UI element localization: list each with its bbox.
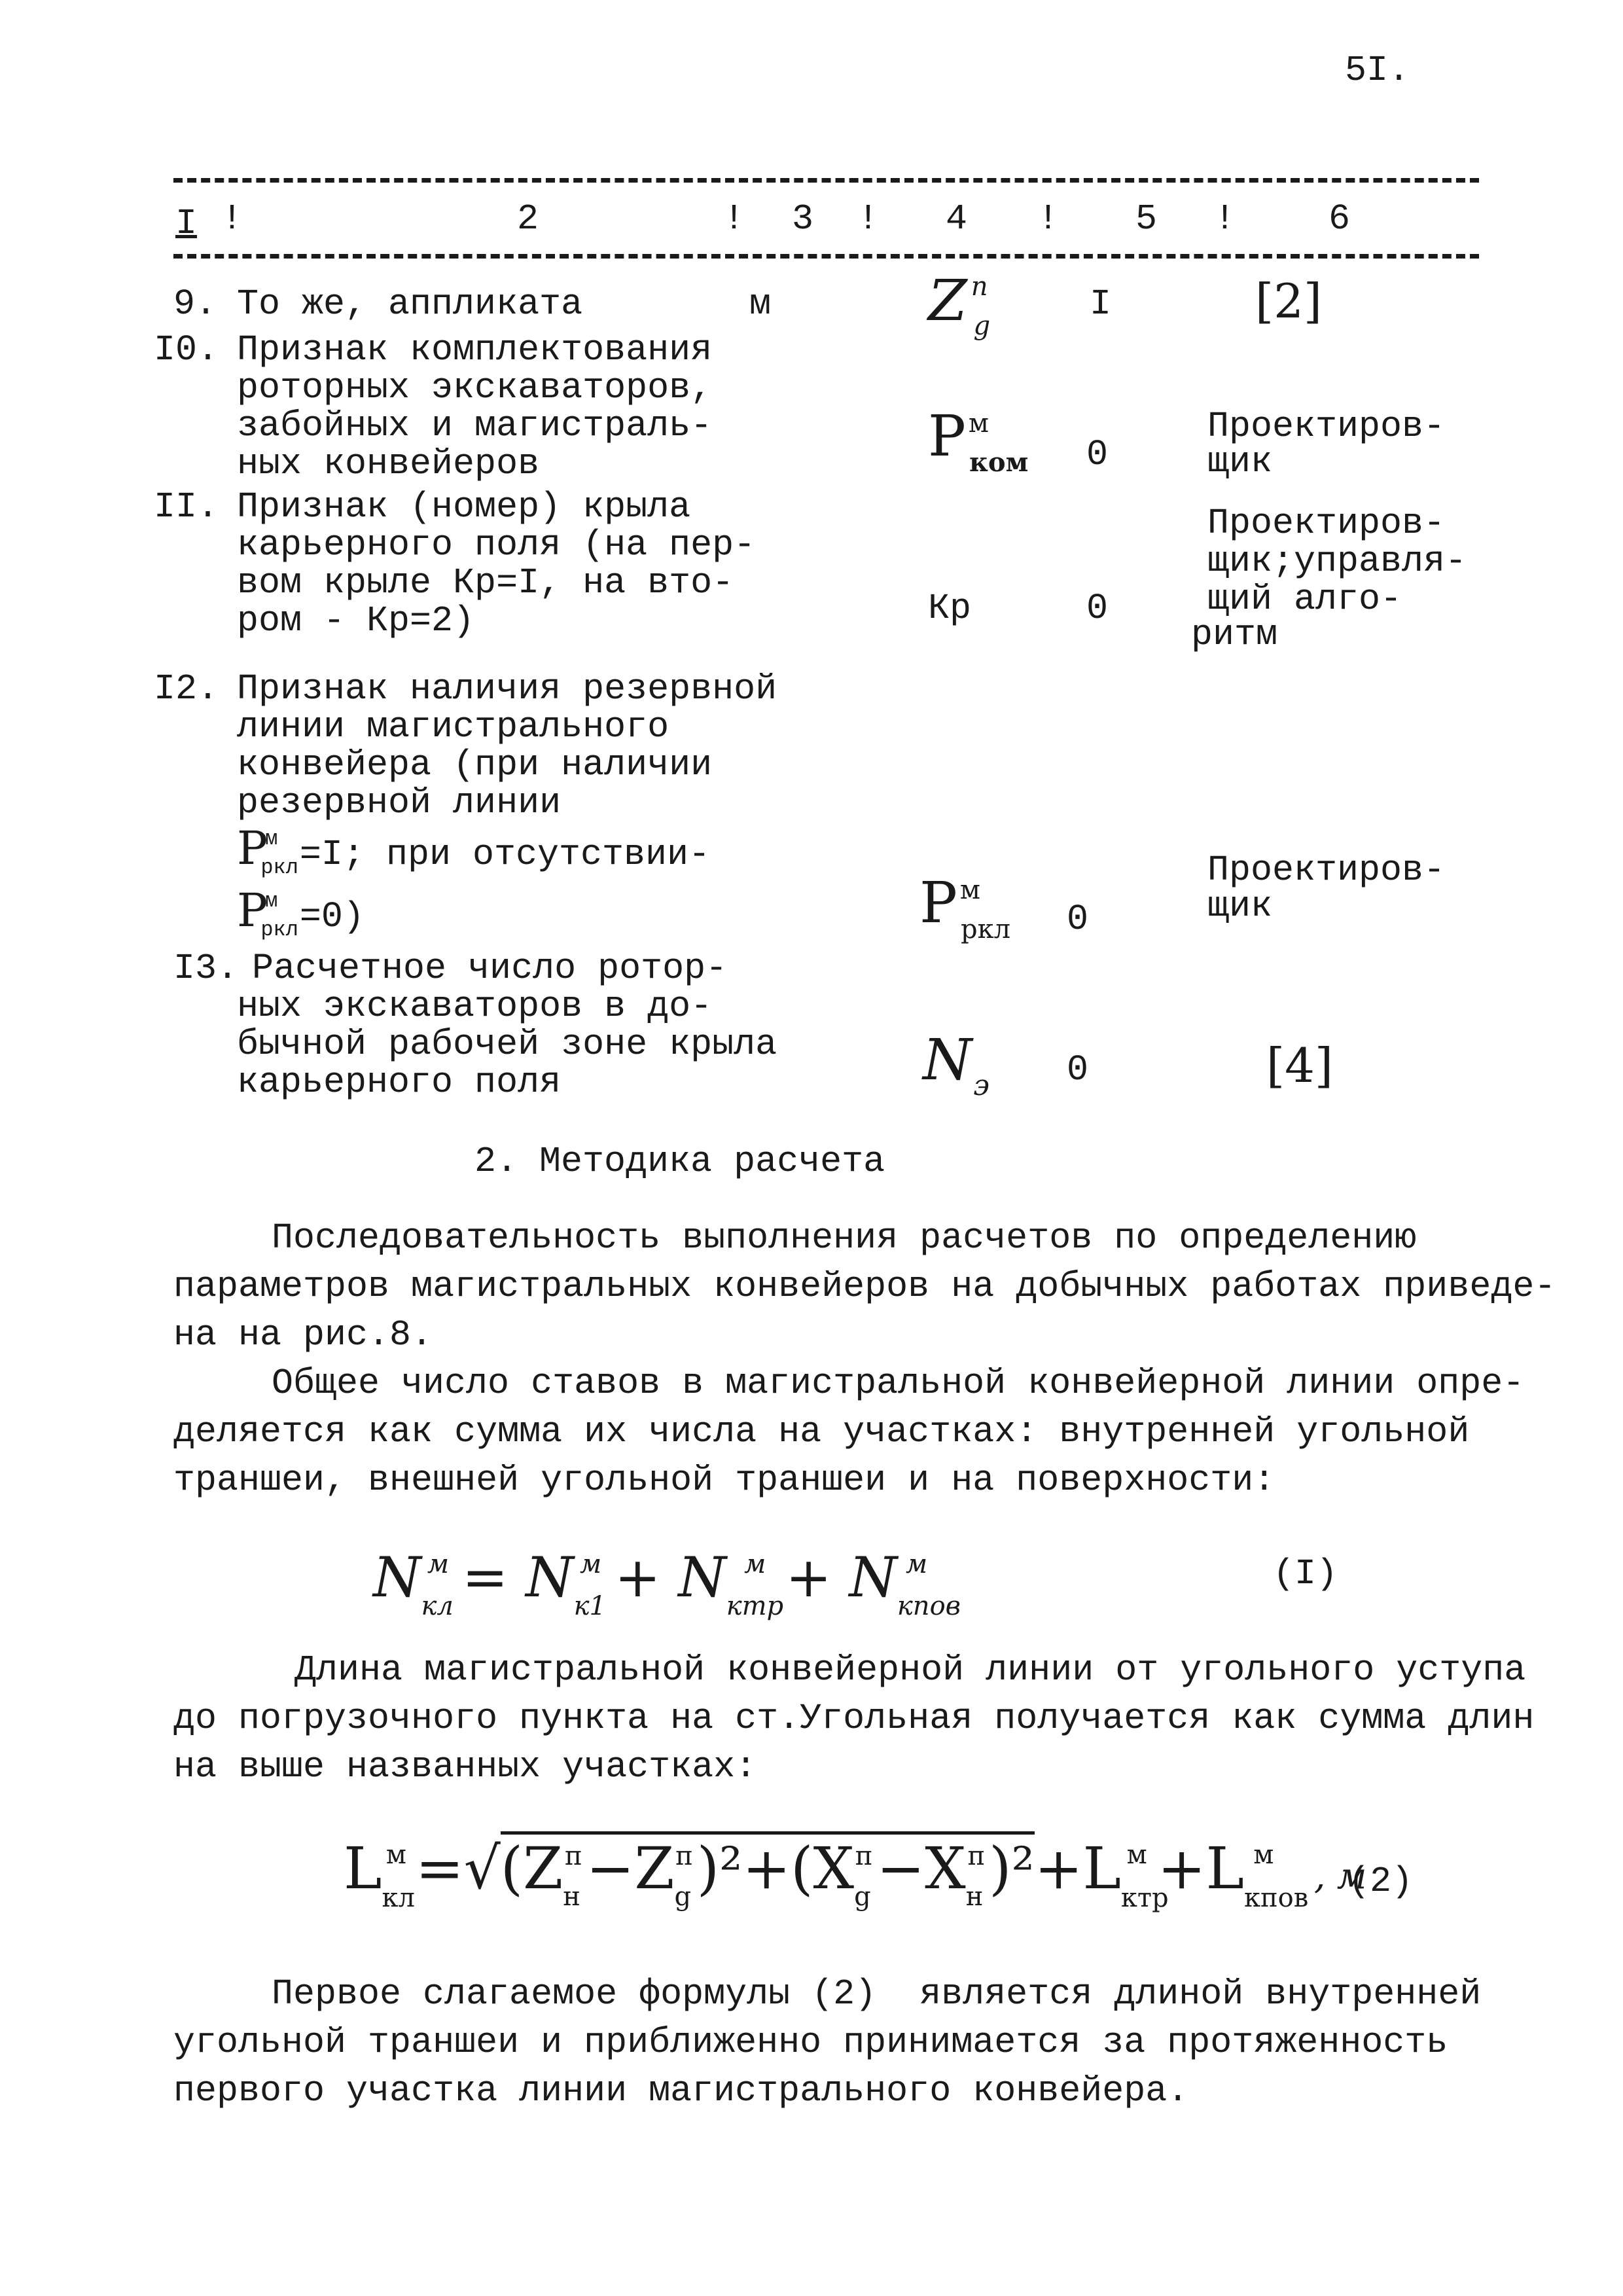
row-source: [4] [1266,1038,1333,1093]
row-description: ром - Кр=2) [237,600,475,641]
row-value: I [1090,283,1112,325]
row-symbol: Z $^п_g$ [928,268,991,341]
paragraph-line: на выше названных участках: [173,1746,757,1787]
row-condition: $P^м_{ркл}=I$; при отсутствии- [237,821,711,880]
row-description: Признак наличия резервной [237,668,777,709]
formula-1: $N_{кл}^м = N_{к1}^м + N_{ктр}^м + N_{кпов}^м$ [373,1545,961,1621]
table-header-rule [173,254,1479,259]
row-description: То же, аппликата [237,283,583,325]
row-description: забойных и магистраль- [237,405,713,446]
row-number: I2. [154,668,219,709]
paragraph-line: первого участка линии магистрального конвейера. [173,2070,1189,2111]
paragraph-line: деляется как сумма их числа на участках: внутренней угольной [173,1411,1470,1452]
row-symbol: P $^м_{ркл}$ [919,870,1011,944]
row-number: I3. [173,948,239,989]
col-separator: ! [857,198,880,240]
row-number: I0. [154,329,219,370]
row-description: вом крыле Кр=I, на вто- [237,562,734,603]
col-separator: ! [723,198,745,240]
paragraph-line: траншеи, внешней угольной траншеи и на поверхности: [173,1460,1275,1501]
row-value: 0 [1086,588,1109,629]
paragraph-line: параметров магистральных конвейеров на добычных работах приведе- [173,1266,1556,1307]
row-source: щик;управля- [1207,541,1467,582]
row-source: щий алго- [1207,579,1402,620]
formula-1-number: (I) [1273,1553,1338,1594]
col-separator: ! [1037,198,1060,240]
row-description: ных конвейеров [237,443,540,484]
paragraph-line: на на рис.8. [173,1314,433,1355]
row-description: ных экскаваторов в до- [237,986,713,1027]
row-symbol: $N_э$ [923,1028,990,1102]
col-separator: ! [221,198,243,240]
col-header-1: I [175,203,198,244]
row-description: Признак комплектования [237,329,713,370]
row-symbol: Кр [928,588,972,629]
row-description: линии магистрального [237,706,669,747]
paragraph-line: угольной траншеи и приближенно принимается за протяженность [173,2022,1448,2063]
formula-2: $L_{кл}^м =√(Z_н^п-Z_g^п)^2+(X_g^п-X_н^п)^2+L_{ктр}^м +L_{кпов}^м$ , м [344,1833,1366,1916]
section-title: 2. Методика расчета [474,1141,885,1182]
row-symbol: P $^м_{ком}$ [928,404,1029,478]
row-condition: $P^м_{ркл}=0$) [237,884,365,942]
row-unit: м [749,283,772,325]
col-separator: ! [1214,198,1236,240]
col-header-5: 5 [1135,198,1158,240]
col-header-4: 4 [946,198,968,240]
row-source: ритм [1191,614,1278,655]
col-header-3: 3 [792,198,814,240]
row-number: 9. [173,283,217,325]
row-description: карьерного поля [237,1062,562,1103]
row-source: щик [1207,441,1273,482]
row-description: конвейера (при наличии [237,744,713,785]
col-header-6: 6 [1329,198,1351,240]
row-value: 0 [1067,1049,1089,1090]
row-value: 0 [1086,434,1109,475]
row-description: бычной рабочей зоне крыла [237,1024,777,1065]
row-description: Расчетное число ротор- [252,948,728,989]
row-source: Проектиров- [1207,850,1446,891]
row-source: [2] [1255,274,1322,329]
row-number: II. [154,486,219,528]
page-number: 5I. [1345,50,1410,91]
row-source: Проектиров- [1207,406,1446,447]
paragraph-line: Общее число ставов в магистральной конвейерной линии опре- [272,1363,1525,1404]
row-description: Признак (номер) крыла [237,486,691,528]
row-description: резервной линии [237,782,562,823]
paragraph-line: Последовательность выполнения расчетов по определению [272,1217,1417,1259]
paragraph-line: Длина магистральной конвейерной линии от угольного уступа [294,1649,1526,1691]
formula-2-number: (2) [1348,1861,1414,1902]
row-description: карьерного поля (на пер- [237,524,756,565]
paragraph-line: Первое слагаемое формулы (2) является длиной внутренней [272,1973,1482,2015]
row-description: роторных экскаваторов, [237,367,713,408]
col-header-2: 2 [517,198,539,240]
table-top-rule [173,178,1479,183]
paragraph-line: до погрузочного пункта на ст.Угольная получается как сумма длин [173,1698,1535,1739]
row-value: 0 [1067,899,1089,940]
row-source: щик [1207,886,1273,927]
row-source: Проектиров- [1207,503,1446,544]
